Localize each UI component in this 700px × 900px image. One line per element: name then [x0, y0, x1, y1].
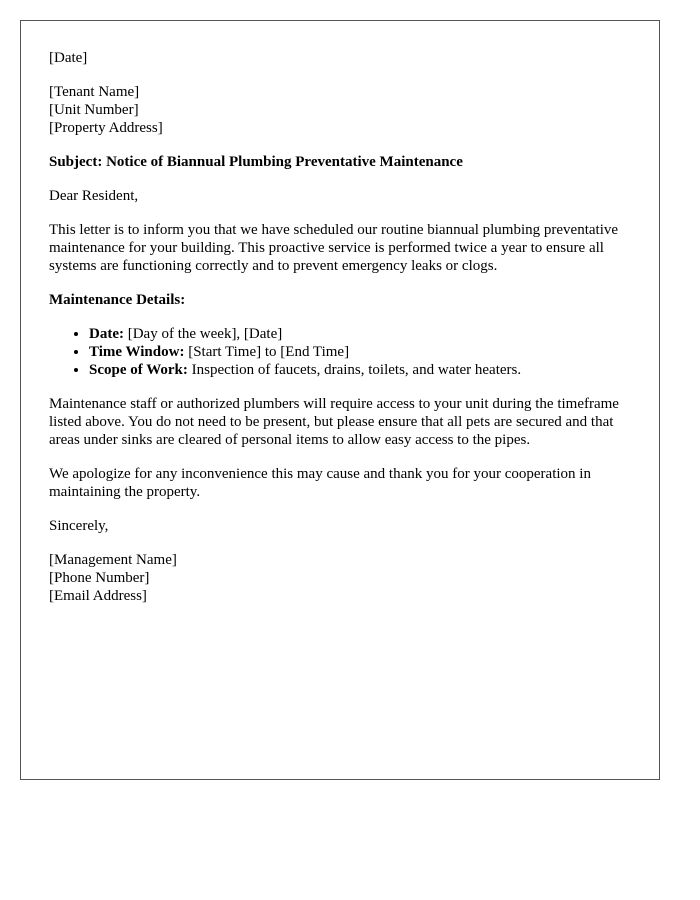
details-list [49, 325, 631, 379]
recipient-block [49, 83, 631, 137]
unit-number: [Unit Number] [49, 102, 139, 118]
phone-number: [Phone Number] [49, 570, 150, 586]
intro-paragraph: This letter is to inform you that we have scheduled our routine biannual plumbing preventative maintenance for your building. This proactive service is performed twice a year to ensure all systems are functioning correctly and to prevent emergency leaks or clogs. [49, 222, 619, 274]
date-block [49, 49, 631, 67]
details-label: Scope of Work: [89, 362, 188, 378]
management-name: [Management Name] [49, 552, 177, 568]
letter [20, 20, 660, 780]
signature-block [49, 551, 631, 605]
salutation: Dear Resident, [49, 188, 139, 204]
email-address: [Email Address] [49, 588, 147, 604]
property-address: [Property Address] [49, 120, 163, 136]
subject-line: Subject: Notice of Biannual Plumbing Preventative Maintenance [49, 154, 463, 170]
details-value: Inspection of faucets, drains, toilets, and water heaters. [187, 362, 522, 378]
letter-date: [Date] [49, 50, 88, 66]
apology-paragraph: We apologize for any inconvenience this may cause and thank you for your cooperation in maintaining the property. [49, 466, 591, 500]
details-value: [Start Time] to [End Time] [184, 344, 350, 360]
access-paragraph: Maintenance staff or authorized plumbers will require access to your unit during the timeframe listed above. You do not need to be present, but please ensure that all pets are secured and that areas under sinks are cleared of personal items to allow easy access to the pipes. [49, 396, 619, 448]
details-item-time-window [89, 343, 631, 361]
details-label: Date: [89, 326, 124, 342]
details-heading: Maintenance Details: [49, 292, 186, 308]
tenant-name: [Tenant Name] [49, 84, 140, 100]
details-item-date [89, 325, 631, 343]
details-item-scope [89, 361, 631, 379]
details-label: Time Window: [89, 344, 185, 360]
details-value: [Day of the week], [Date] [123, 326, 283, 342]
closing: Sincerely, [49, 518, 109, 534]
